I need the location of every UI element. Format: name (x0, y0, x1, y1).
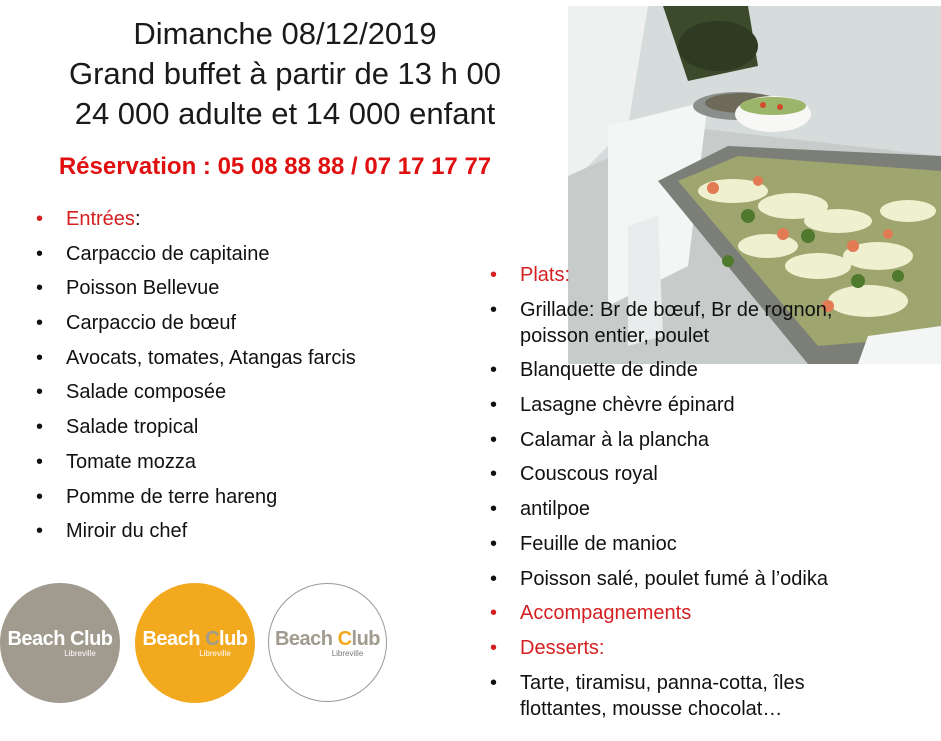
beach-club-logo-white (268, 583, 387, 702)
list-item-desserts-heading: • Desserts: (482, 635, 882, 661)
logo-brand: Beach Club (7, 628, 113, 650)
list-item: • Avocats, tomates, Atangas farcis (28, 345, 488, 371)
event-date: Dimanche 08/12/2019 (133, 16, 437, 51)
list-item: • Pomme de terre hareng (28, 484, 488, 510)
logo-brand: Beach Club (142, 628, 248, 650)
list-item: • Tomate mozza (28, 449, 488, 475)
logo-city: Libreville (331, 648, 364, 658)
beach-club-logo-gray (0, 583, 120, 703)
logo-brand: Beach Club (274, 627, 381, 650)
list-item: • Tarte, tiramisu, panna-cotta, îles flottantes, mousse chocolat… (482, 670, 882, 722)
list-item: • Carpaccio de capitaine (28, 241, 488, 267)
logo-city: Libreville (199, 649, 231, 658)
list-item: • Poisson salé, poulet fumé à l’odika (482, 566, 882, 592)
list-item: • Miroir du chef (28, 518, 488, 544)
list-item: • Poisson Bellevue (28, 275, 488, 301)
list-item: • antilpoe (482, 496, 882, 522)
list-item: • Carpaccio de bœuf (28, 310, 488, 336)
buffet-time: Grand buffet à partir de 13 h 00 (68, 56, 501, 91)
list-item: • Lasagne chèvre épinard (482, 392, 882, 418)
list-item: • Feuille de manioc (482, 531, 882, 557)
logo-city: Libreville (64, 649, 96, 658)
list-item: • Grillade: Br de bœuf, Br de rognon, poisson entier, poulet (482, 297, 882, 349)
list-item-entrees-heading: • Entrées: (28, 206, 488, 232)
list-item: • Salade composée (28, 379, 488, 405)
list-item: • Salade tropical (28, 414, 488, 440)
list-item-plats-heading: • Plats: (482, 262, 882, 288)
plats-list (482, 262, 882, 730)
reservation-phone: Réservation : 05 08 88 88 / 07 17 17 77 (58, 153, 492, 180)
beach-club-logo-orange (135, 583, 255, 703)
entrees-list (28, 206, 488, 553)
list-item: • Blanquette de dinde (482, 357, 882, 383)
list-item: • Calamar à la plancha (482, 427, 882, 453)
event-header (20, 14, 550, 134)
list-item: • Couscous royal (482, 461, 882, 487)
list-item-accompagnements-heading: • Accompagnements (482, 600, 882, 626)
logo-row (0, 583, 400, 703)
prices: 24 000 adulte et 14 000 enfant (74, 96, 496, 131)
